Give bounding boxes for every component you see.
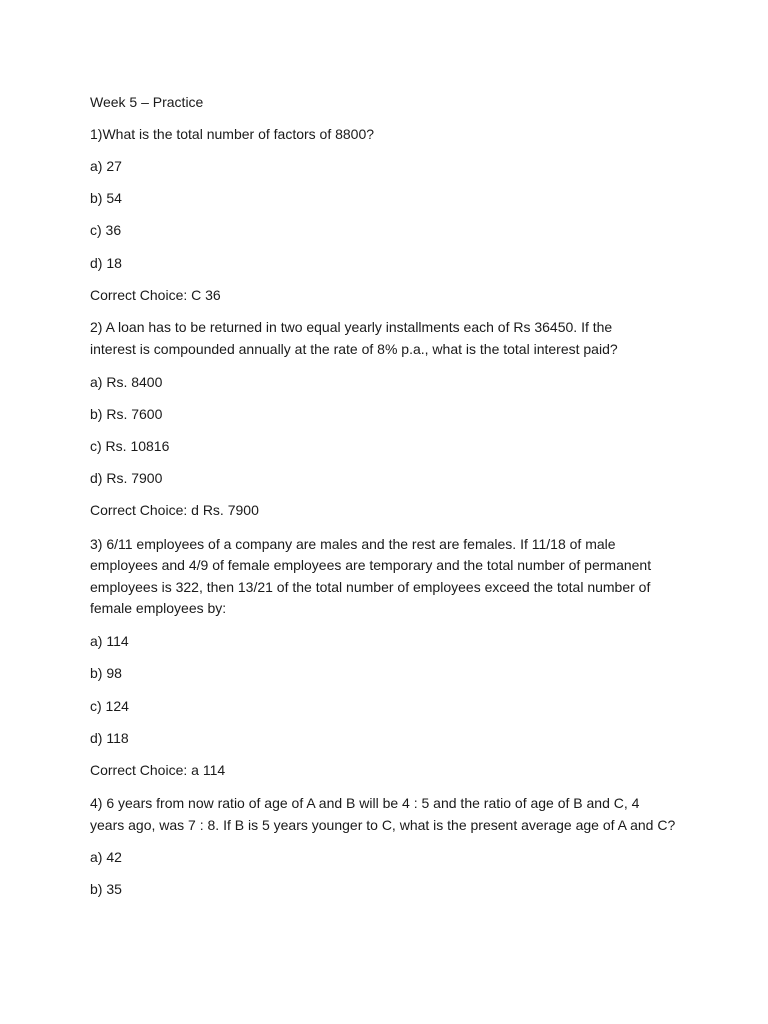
question-3-option-c: c) 124: [90, 698, 129, 714]
question-1-option-a: a) 27: [90, 158, 122, 174]
question-3-text-line-2: employees and 4/9 of female employees are temporary and the total number of permanent: [90, 557, 652, 573]
question-4-text-line-1: 4) 6 years from now ratio of age of A and B will be 4 : 5 and the ratio of age of B and C, 4: [90, 795, 640, 811]
question-1-text: 1)What is the total number of factors of 8800?: [90, 126, 375, 142]
question-3-answer: Correct Choice: a 114: [90, 762, 226, 778]
question-3-text-line-4: female employees by:: [90, 600, 227, 616]
question-3-option-a: a) 114: [90, 633, 129, 649]
question-3-text-line-3: employees is 322, then 13/21 of the total number of employees exceed the total number of: [90, 579, 651, 595]
question-4-option-a: a) 42: [90, 849, 122, 865]
question-2-answer: Correct Choice: d Rs. 7900: [90, 502, 259, 518]
question-1-option-b: b) 54: [90, 190, 122, 206]
question-3-option-b: b) 98: [90, 665, 122, 681]
question-2-text-line-2: interest is compounded annually at the rate of 8% p.a., what is the total interest paid?: [90, 341, 618, 357]
question-4-option-b: b) 35: [90, 881, 122, 897]
question-2-option-c: c) Rs. 10816: [90, 438, 170, 454]
question-2-text-line-1: 2) A loan has to be returned in two equal yearly installments each of Rs 36450. If the: [90, 319, 613, 335]
question-3-text-line-1: 3) 6/11 employees of a company are males and the rest are females. If 11/18 of male: [90, 536, 616, 552]
question-2-option-d: d) Rs. 7900: [90, 470, 163, 486]
question-3-option-d: d) 118: [90, 730, 129, 746]
question-1-option-c: c) 36: [90, 222, 122, 238]
question-1-option-d: d) 18: [90, 255, 122, 271]
page-title: Week 5 – Practice: [90, 94, 204, 110]
question-2-option-a: a) Rs. 8400: [90, 374, 163, 390]
question-2-option-b: b) Rs. 7600: [90, 406, 163, 422]
question-1-answer: Correct Choice: C 36: [90, 287, 221, 303]
question-4-text-line-2: years ago, was 7 : 8. If B is 5 years younger to C, what is the present average age of A and C?: [90, 817, 676, 833]
